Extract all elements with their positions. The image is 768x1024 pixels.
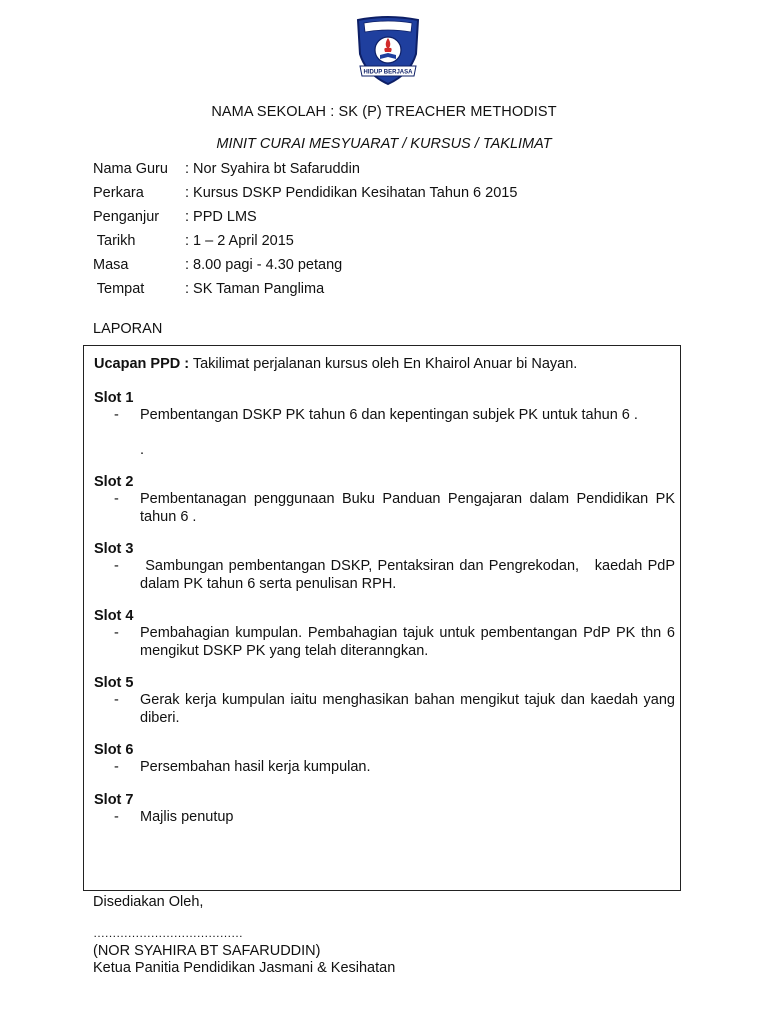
info-label: Masa <box>93 257 129 273</box>
slot-7-title: Slot 7 <box>94 792 134 808</box>
slot-6-text: Persembahan hasil kerja kumpulan. <box>140 759 371 775</box>
slot-7-text: Majlis penutup <box>140 809 234 825</box>
prepared-by-label: Disediakan Oleh, <box>93 894 204 910</box>
signatory-name: (NOR SYAHIRA BT SAFARUDDIN) <box>93 943 321 959</box>
info-value: : PPD LMS <box>185 209 257 225</box>
bullet-dash: - <box>114 625 119 641</box>
slot-1-title: Slot 1 <box>94 390 134 406</box>
slot-2-title: Slot 2 <box>94 474 134 490</box>
slot-5-text: Gerak kerja kumpulan iaitu menghasikan bahan mengikut tajuk dan kaedah yang diberi. <box>140 692 675 726</box>
slot-4-text: Pembahagian kumpulan. Pembahagian tajuk untuk pembentangan PdP PK thn 6 mengikut DSKP PK yang telah diteranngkan. <box>140 625 675 659</box>
info-value: : SK Taman Panglima <box>185 281 325 297</box>
bullet-dash: - <box>114 491 119 507</box>
info-value: : 1 – 2 April 2015 <box>185 233 294 249</box>
slot-4-title: Slot 4 <box>94 608 134 624</box>
school-name: NAMA SEKOLAH : SK (P) TREACHER METHODIST <box>211 104 557 120</box>
school-logo <box>354 14 422 86</box>
info-label: Tarikh <box>93 233 136 249</box>
slot-1-extra-text: . <box>140 442 145 458</box>
signature-line: ………………………………… <box>93 926 243 940</box>
report-box <box>83 345 681 891</box>
bullet-dash: - <box>114 759 119 775</box>
logo-ribbon-text: HIDUP BERJASA <box>363 69 413 76</box>
slot-3-title: Slot 3 <box>94 541 134 557</box>
report-heading: LAPORAN <box>93 321 163 337</box>
bullet-dash: - <box>114 407 119 423</box>
document-title: MINIT CURAI MESYUARAT / KURSUS / TAKLIMAT <box>216 136 552 152</box>
slot-2-text: Pembentanagan penggunaan Buku Panduan Pengajaran dalam Pendidikan PK tahun 6 . <box>140 491 675 525</box>
ucapan-label: Ucapan PPD : <box>94 356 190 372</box>
info-value: : 8.00 pagi - 4.30 petang <box>185 257 343 273</box>
signatory-position: Ketua Panitia Pendidikan Jasmani & Kesihatan <box>93 960 396 976</box>
slot-1-text: Pembentangan DSKP PK tahun 6 dan kepentingan subjek PK untuk tahun 6 . <box>140 407 638 423</box>
info-label: Tempat <box>93 281 145 297</box>
info-value: : Nor Syahira bt Safaruddin <box>185 161 360 177</box>
bullet-dash: - <box>114 809 119 825</box>
info-label: Penganjur <box>93 209 160 225</box>
slot-3-text: Sambungan pembentangan DSKP, Pentaksiran dan Pengrekodan, kaedah PdP dalam PK tahun 6 serta penulisan RPH. <box>140 558 680 592</box>
ucapan-text: Takilimat perjalanan kursus oleh En Khairol Anuar bi Nayan. <box>189 356 578 372</box>
info-value: : Kursus DSKP Pendidikan Kesihatan Tahun 6 2015 <box>185 185 518 201</box>
slot-5-title: Slot 5 <box>94 675 134 691</box>
bullet-dash: - <box>114 558 119 574</box>
ucapan-line <box>94 356 577 372</box>
info-label: Perkara <box>93 185 144 201</box>
logo-banner <box>364 21 412 32</box>
bullet-dash: - <box>114 692 119 708</box>
slot-6-title: Slot 6 <box>94 742 134 758</box>
info-label: Nama Guru <box>93 161 168 177</box>
